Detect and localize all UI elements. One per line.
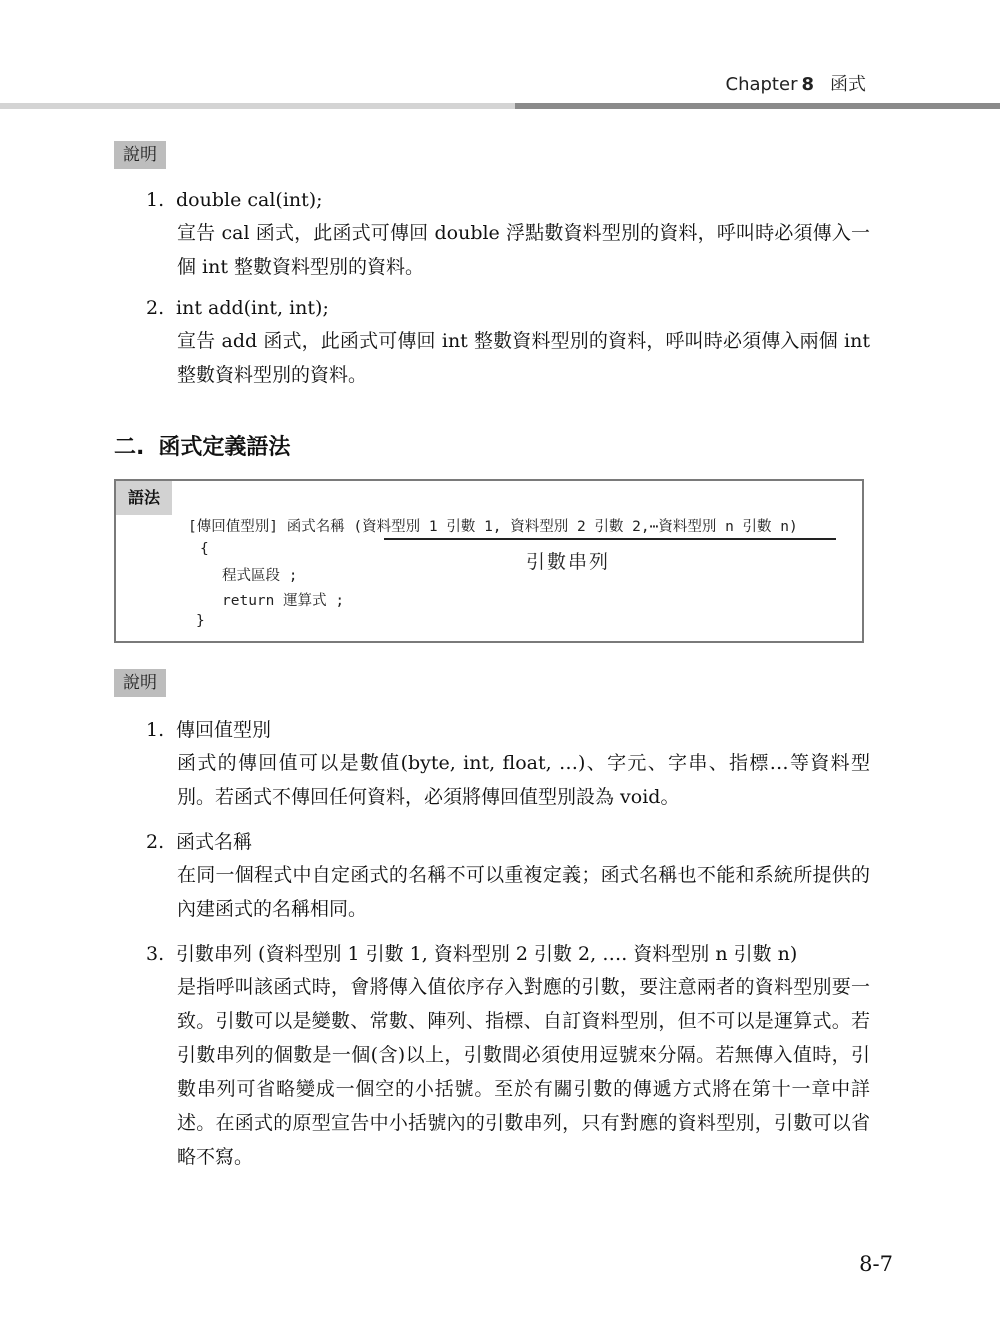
- code-body-line: 程式區段 ;: [222, 568, 298, 584]
- item-body: 函式的傳回值可以是數值(byte, int, float, …)、字元、字串、指標…等資料型別。若函式不傳回任何資料，必須將傳回值型別設為 void。: [177, 752, 870, 808]
- header-rule-light: [0, 103, 515, 109]
- section-heading: 函式定義語法: [158, 435, 291, 460]
- syntax-signature: [188, 515, 798, 536]
- syntax-label: 語法: [116, 481, 172, 515]
- item-number: 1.: [146, 719, 165, 741]
- item-head: 函式名稱: [176, 831, 253, 853]
- explain-tag-1: 說明: [114, 141, 166, 169]
- item-head: int add(int, int);: [176, 297, 329, 319]
- section-title: [114, 430, 290, 461]
- list-item: [146, 184, 870, 284]
- item-head: double cal(int);: [176, 189, 323, 211]
- signature-params: 資料型別 1 引數 1, 資料型別 2 引數 2,⋯資料型別 n 引數 n: [362, 519, 790, 535]
- item-body: 宣告 add 函式，此函式可傳回 int 整數資料型別的資料，呼叫時必須傳入兩個 int 整數資料型別的資料。: [177, 330, 870, 386]
- item-body: 在同一個程式中自定函式的名稱不可以重複定義；函式名稱也不能和系統所提供的內建函式的名稱相同。: [177, 864, 870, 920]
- item-number: 3.: [146, 943, 165, 965]
- code-return-line: return 運算式 ;: [222, 593, 345, 609]
- item-body: 宣告 cal 函式，此函式可傳回 double 浮點數資料型別的資料，呼叫時必須傳入一個 int 整數資料型別的資料。: [177, 222, 870, 278]
- item-number: 2.: [146, 831, 165, 853]
- signature-prefix: [傳回值型別] 函式名稱 (: [188, 519, 363, 535]
- header-rule-dark: [515, 103, 1000, 109]
- param-caption: 引數串列: [526, 551, 611, 573]
- page-number: 8-7: [859, 1252, 893, 1276]
- chapter-number: 8: [801, 74, 814, 95]
- syntax-box: [114, 479, 864, 643]
- chapter-title: 函式: [830, 74, 866, 95]
- chapter-label: Chapter: [725, 74, 798, 95]
- close-brace: }: [196, 613, 205, 629]
- list-item: [146, 714, 870, 814]
- param-underline: [384, 538, 836, 540]
- list-item: [146, 292, 870, 392]
- explain-tag-2: 說明: [114, 669, 166, 697]
- list-item: [146, 938, 870, 1174]
- signature-suffix: ): [789, 519, 798, 535]
- section-number: 二.: [114, 435, 145, 460]
- open-brace: {: [200, 541, 209, 557]
- chapter-header: [680, 70, 866, 96]
- item-head: 傳回值型別: [176, 719, 272, 741]
- list-item: [146, 826, 870, 926]
- item-number: 1.: [146, 189, 165, 211]
- item-number: 2.: [146, 297, 165, 319]
- item-body: 是指呼叫該函式時，會將傳入值依序存入對應的引數，要注意兩者的資料型別要一致。引數可以是變數、常數、陣列、指標、自訂資料型別，但不可以是運算式。若引數串列的個數是一個(含)以上，引數間必須使用逗號來分隔。若無傳入值時，引數串列可省略變成一個空的小括號。至於有關引數的傳遞方式將在第十一章中詳述。在函式的原型宣告中小括號內的引數串列，只有對應的資料型別，引數可以省略不寫。: [177, 976, 870, 1168]
- item-head: 引數串列 (資料型別 1 引數 1, 資料型別 2 引數 2, …. 資料型別 n 引數 n): [176, 943, 798, 965]
